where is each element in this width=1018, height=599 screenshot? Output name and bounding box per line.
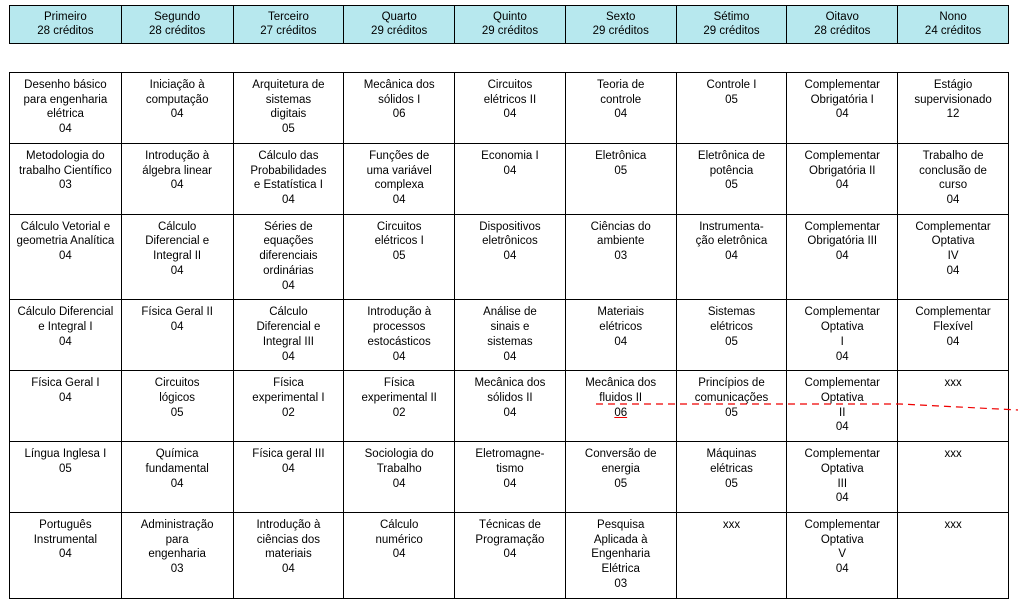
course-name-line: Integral III	[262, 335, 314, 348]
course-name-line: Complementar	[804, 149, 880, 162]
semester-header-2	[121, 6, 233, 44]
course-credits: 04	[503, 164, 517, 177]
course-name-line: I	[840, 335, 844, 348]
course-credits: 04	[170, 179, 184, 192]
course-name-line: Optativa	[820, 391, 864, 404]
course-name-line: Materiais	[597, 306, 645, 319]
course-name-line: Física	[273, 377, 304, 390]
course-name-line: Eletrônica	[595, 149, 647, 162]
course-name-line: eletrônicos	[482, 235, 538, 248]
course-credits: 04	[503, 250, 517, 263]
course-name-line: Circuitos	[154, 377, 200, 390]
course-credits: 04	[835, 421, 849, 434]
course-cell	[233, 371, 344, 442]
course-name-line: Técnicas de	[478, 518, 541, 531]
course-credits: 04	[946, 194, 960, 207]
course-credits: 04	[835, 250, 849, 263]
course-name-line: controle	[600, 93, 642, 106]
course-name-line: Engenharia	[591, 548, 651, 561]
semester-credits: 28 créditos	[149, 25, 206, 37]
course-credits: 04	[170, 264, 184, 277]
course-credits: 05	[725, 179, 738, 192]
course-name-line: Química	[155, 448, 199, 461]
course-name-line: conclusão de	[919, 164, 987, 177]
course-name-line: III	[837, 477, 848, 490]
course-name-line: experimental I	[252, 391, 325, 404]
course-name-line: Conversão de	[584, 448, 657, 461]
semester-name: Terceiro	[267, 10, 309, 23]
course-cell	[565, 512, 676, 598]
course-cell	[787, 73, 898, 144]
course-name-line: Mecânica dos	[474, 377, 546, 390]
course-name-line: uma variável	[366, 164, 432, 177]
course-credits: 04	[503, 108, 517, 121]
course-credits: 05	[614, 164, 628, 177]
course-name-line: Complementar	[804, 377, 880, 390]
course-cell	[455, 214, 566, 300]
course-name-line: elétricos I	[374, 235, 424, 248]
table-row	[10, 73, 1009, 144]
course-name-line: Optativa	[931, 235, 975, 248]
course-credits: 04	[392, 477, 406, 490]
course-name-line: Introdução à	[145, 149, 210, 162]
semester-credits: 29 créditos	[703, 25, 760, 37]
course-name-line: Língua Inglesa I	[24, 448, 107, 461]
course-cell	[344, 300, 455, 371]
course-name-line: II	[839, 406, 846, 419]
course-cell	[676, 73, 787, 144]
course-credits: 05	[282, 123, 295, 136]
course-name-line: V	[838, 548, 847, 561]
course-name-line: comunicações	[694, 391, 769, 404]
course-name-line: e Estatística I	[253, 179, 323, 192]
course-cell	[787, 300, 898, 371]
course-name-line: estocásticos	[367, 335, 431, 348]
course-name-line: Física Geral II	[141, 306, 213, 319]
course-cell	[344, 371, 455, 442]
course-name-line: ordinárias	[263, 264, 314, 277]
course-name-line: potência	[709, 164, 754, 177]
course-credits: 04	[835, 492, 849, 505]
course-credits: 04	[503, 477, 517, 490]
course-cell	[121, 73, 233, 144]
semester-name: Sexto	[606, 10, 636, 23]
course-credits: 04	[503, 548, 517, 561]
course-credits: 03	[614, 250, 628, 263]
table-row	[10, 442, 1009, 513]
semester-credits: 24 créditos	[924, 25, 982, 37]
course-cell	[344, 73, 455, 144]
semester-name: Nono	[939, 10, 967, 23]
course-credits: 04	[614, 108, 628, 121]
semester-name: Primeiro	[43, 10, 87, 23]
course-grid-table	[9, 72, 1009, 599]
course-credits: 05	[614, 477, 628, 490]
course-name-line: ambiente	[597, 235, 645, 248]
course-cell	[233, 73, 344, 144]
course-name-line: Sistemas	[707, 306, 756, 319]
semester-header-table	[9, 5, 1009, 44]
course-cell	[455, 371, 566, 442]
course-name-line: Física	[383, 377, 415, 390]
course-name-line: ciências dos	[256, 533, 321, 546]
course-name-line: Cálculo Vetorial e	[20, 220, 111, 233]
course-cell	[898, 300, 1009, 371]
course-name-line: Obrigatória I	[810, 93, 874, 106]
course-name-line: diferenciais	[259, 250, 318, 263]
course-cell	[898, 371, 1009, 442]
course-name-line: Desenho básico	[24, 79, 107, 91]
semester-name: Oitavo	[825, 10, 859, 23]
course-cell	[898, 143, 1009, 214]
course-cell	[898, 442, 1009, 513]
course-cell	[10, 442, 122, 513]
course-name-line: fundamental	[145, 462, 209, 475]
course-name-line: Administração	[140, 518, 214, 531]
course-name-line: materiais	[265, 548, 312, 561]
course-name-line: Princípios de	[698, 377, 765, 390]
course-credits: 04	[170, 108, 184, 121]
course-credits: 03	[58, 179, 72, 192]
course-name-line: Metodologia do	[26, 149, 105, 162]
course-cell	[121, 300, 233, 371]
course-name-line: Mecânica dos	[585, 377, 657, 390]
course-credits: 05	[725, 93, 738, 106]
course-name-line: Funções de	[369, 149, 430, 162]
course-cell	[233, 214, 344, 300]
course-name-line: geometria Analítica	[16, 235, 115, 248]
course-name-line: fluidos II	[599, 391, 643, 404]
course-cell	[565, 442, 676, 513]
course-name-line: engenharia	[148, 548, 206, 561]
course-cell	[898, 512, 1009, 598]
course-name-line: Cálculo Diferencial	[17, 306, 114, 319]
course-name-line: Cálculo das	[258, 149, 319, 162]
course-name-line: Complementar	[915, 306, 991, 319]
course-cell	[233, 442, 344, 513]
semester-credits: 28 créditos	[814, 25, 871, 37]
course-credits: 04	[58, 548, 72, 561]
table-row	[10, 512, 1009, 598]
course-name-line: Complementar	[804, 220, 880, 233]
course-name-line: Mecânica dos	[363, 79, 435, 91]
course-cell	[344, 512, 455, 598]
course-cell	[344, 143, 455, 214]
semester-header-4	[344, 6, 455, 44]
course-cell	[121, 442, 233, 513]
course-credits: 04	[282, 194, 295, 207]
course-name-line: Eletrônica de	[697, 149, 766, 162]
course-cell	[121, 371, 233, 442]
course-cell	[898, 73, 1009, 144]
course-name-line: Aplicada à	[593, 533, 648, 546]
header-row	[10, 6, 1009, 44]
course-name-line: curso	[939, 179, 968, 192]
course-cell	[787, 442, 898, 513]
course-name-line: xxx	[722, 518, 741, 531]
course-name-line: Introdução à	[367, 306, 432, 319]
course-name-line: Elétrica	[601, 563, 640, 576]
course-cell	[565, 214, 676, 300]
course-credits: 06	[614, 406, 628, 419]
course-credits: 04	[392, 194, 406, 207]
table-row	[10, 300, 1009, 371]
course-credits: 04	[58, 123, 72, 136]
course-credits: 12	[946, 108, 960, 121]
course-cell	[121, 214, 233, 300]
course-name-line: sólidos I	[378, 93, 421, 106]
course-name-line: para	[165, 533, 189, 546]
course-credits: 05	[725, 335, 738, 348]
course-cell	[676, 512, 787, 598]
course-name-line: experimental II	[361, 391, 437, 404]
course-cell	[455, 442, 566, 513]
course-name-line: Probabilidades	[250, 164, 327, 177]
course-name-line: tismo	[496, 462, 524, 475]
course-name-line: Programação	[475, 533, 545, 546]
course-name-line: elétricos	[599, 321, 643, 334]
course-name-line: Física Geral I	[31, 377, 100, 390]
course-name-line: Análise de	[483, 306, 537, 319]
course-cell	[676, 214, 787, 300]
course-cell	[233, 143, 344, 214]
course-name-line: Optativa	[820, 462, 864, 475]
course-name-line: energia	[601, 462, 640, 475]
course-name-line: Obrigatória III	[807, 235, 878, 248]
course-name-line: Controle I	[706, 79, 757, 91]
course-credits: 04	[835, 563, 849, 576]
course-credits: 02	[392, 406, 406, 419]
course-credits: 04	[946, 335, 960, 348]
course-name-line: Complementar	[804, 306, 880, 319]
course-cell	[455, 143, 566, 214]
course-name-line: Máquinas	[706, 448, 757, 461]
course-name-line: Eletromagne-	[475, 448, 545, 461]
table-row	[10, 214, 1009, 300]
course-name-line: elétricos	[710, 321, 753, 334]
course-name-line: elétricas	[710, 462, 753, 475]
course-cell	[565, 371, 676, 442]
semester-credits: 27 créditos	[260, 25, 317, 37]
course-name-line: sólidos II	[487, 391, 533, 404]
course-cell	[10, 214, 122, 300]
course-cell	[344, 442, 455, 513]
course-name-line: Instrumental	[33, 533, 98, 546]
course-name-line: Sociologia do	[364, 448, 434, 461]
semester-header-1	[10, 6, 122, 44]
course-name-line: processos	[372, 321, 426, 334]
course-name-line: trabalho Científico	[19, 164, 112, 177]
course-name-line: Complementar	[804, 79, 880, 91]
course-name-line: Introdução à	[256, 518, 321, 531]
course-name-line: numérico	[375, 533, 423, 546]
course-name-line: Iniciação à	[149, 79, 205, 91]
course-name-line: Português	[39, 518, 92, 531]
course-cell	[121, 512, 233, 598]
course-name-line: sistemas	[487, 335, 533, 348]
course-name-line: Integral II	[153, 250, 202, 263]
course-name-line: Cálculo	[269, 306, 308, 319]
course-name-line: Trabalho	[376, 462, 422, 475]
course-credits: 05	[392, 250, 406, 263]
table-row	[10, 143, 1009, 214]
course-name-line: xxx	[944, 377, 962, 390]
course-name-line: IV	[947, 250, 959, 263]
course-cell	[344, 214, 455, 300]
semester-header-5	[455, 6, 566, 44]
course-credits: 06	[392, 108, 406, 121]
course-name-line: Optativa	[820, 533, 864, 546]
course-credits: 04	[58, 391, 72, 404]
course-name-line: complexa	[374, 179, 424, 192]
course-name-line: digitais	[270, 108, 307, 121]
course-name-line: Flexível	[933, 321, 973, 334]
course-name-line: xxx	[944, 518, 962, 531]
semester-header-3	[233, 6, 344, 44]
course-cell	[233, 512, 344, 598]
course-name-line: equações	[263, 235, 314, 248]
course-name-line: Cálculo	[157, 220, 197, 233]
semester-header-9	[898, 6, 1009, 44]
course-credits: 05	[58, 462, 72, 475]
course-name-line: Diferencial e	[145, 235, 210, 248]
course-credits: 04	[282, 279, 295, 292]
course-cell	[10, 371, 122, 442]
course-name-line: Pesquisa	[597, 518, 645, 531]
course-cell	[455, 512, 566, 598]
semester-name: Segundo	[154, 10, 201, 23]
semester-credits: 29 créditos	[371, 25, 428, 37]
course-cell	[10, 512, 122, 598]
course-credits: 04	[503, 350, 517, 363]
course-credits: 04	[835, 108, 849, 121]
course-name-line: Obrigatória II	[809, 164, 876, 177]
course-credits: 05	[725, 406, 738, 419]
course-credits: 04	[835, 350, 849, 363]
course-name-line: sistemas	[265, 93, 312, 106]
course-credits: 03	[170, 563, 184, 576]
course-name-line: Física geral III	[252, 448, 325, 461]
semester-name: Quarto	[381, 10, 417, 23]
course-name-line: para engenharia	[23, 93, 108, 106]
semester-credits: 28 créditos	[37, 25, 94, 37]
course-credits: 04	[170, 321, 184, 334]
course-cell	[121, 143, 233, 214]
course-name-line: Diferencial e	[256, 321, 321, 334]
course-cell	[898, 214, 1009, 300]
course-credits: 04	[282, 350, 295, 363]
course-cell	[787, 143, 898, 214]
course-cell	[565, 143, 676, 214]
course-name-line: álgebra linear	[142, 164, 212, 177]
course-name-line: Teoria de	[597, 79, 645, 91]
course-cell	[565, 73, 676, 144]
course-name-line: ção eletrônica	[695, 235, 768, 248]
course-credits: 04	[282, 462, 295, 475]
course-name-line: Dispositivos	[479, 220, 541, 233]
course-name-line: elétricos II	[483, 93, 537, 106]
course-credits: 04	[58, 335, 72, 348]
course-name-line: Complementar	[915, 220, 991, 233]
course-name-line: Complementar	[804, 448, 880, 461]
course-cell	[787, 512, 898, 598]
semester-credits: 29 créditos	[481, 25, 539, 37]
course-credits: 04	[170, 477, 184, 490]
course-name-line: Complementar	[804, 518, 880, 531]
course-name-line: sinais e	[490, 321, 530, 334]
course-cell	[676, 300, 787, 371]
course-credits: 03	[614, 577, 628, 590]
semester-credits: 29 créditos	[592, 25, 649, 37]
course-name-line: supervisionado	[914, 93, 992, 106]
semester-header-6	[565, 6, 676, 44]
course-name-line: Cálculo	[380, 518, 419, 531]
course-cell	[676, 143, 787, 214]
course-name-line: Optativa	[820, 321, 864, 334]
course-cell	[787, 371, 898, 442]
course-cell	[676, 371, 787, 442]
course-name-line: lógicos	[159, 391, 196, 404]
course-credits: 04	[503, 406, 517, 419]
course-cell	[676, 442, 787, 513]
course-name-line: elétrica	[46, 108, 84, 121]
course-name-line: Arquitetura de	[252, 79, 325, 91]
course-name-line: Economia I	[481, 149, 539, 162]
course-cell	[455, 73, 566, 144]
course-name-line: e Integral I	[38, 321, 93, 334]
course-credits: 04	[282, 563, 295, 576]
course-credits: 02	[282, 406, 295, 419]
table-row	[10, 371, 1009, 442]
course-credits: 04	[946, 264, 960, 277]
course-name-line: Estágio	[933, 79, 973, 91]
course-cell	[233, 300, 344, 371]
course-cell	[565, 300, 676, 371]
course-name-line: Circuitos	[487, 79, 533, 91]
course-name-line: Circuitos	[376, 220, 422, 233]
course-credits: 04	[392, 548, 406, 561]
course-credits: 04	[725, 250, 738, 263]
course-name-line: Séries de	[264, 220, 313, 233]
semester-name: Quinto	[493, 10, 527, 23]
semester-header-7	[676, 6, 787, 44]
course-credits: 05	[725, 477, 738, 490]
course-cell	[10, 73, 122, 144]
semester-header-8	[787, 6, 898, 44]
course-credits: 04	[58, 250, 72, 263]
course-cell	[455, 300, 566, 371]
course-cell	[10, 143, 122, 214]
course-credits: 04	[835, 179, 849, 192]
course-credits: 04	[614, 335, 628, 348]
course-name-line: Trabalho de	[922, 149, 984, 162]
semester-name: Sétimo	[713, 10, 750, 23]
course-cell	[10, 300, 122, 371]
course-name-line: Instrumenta-	[699, 220, 764, 233]
course-credits: 04	[392, 350, 406, 363]
course-name-line: computação	[145, 93, 209, 106]
course-credits: 05	[170, 406, 184, 419]
course-name-line: Ciências do	[590, 220, 651, 233]
course-cell	[787, 214, 898, 300]
course-name-line: xxx	[944, 448, 962, 461]
